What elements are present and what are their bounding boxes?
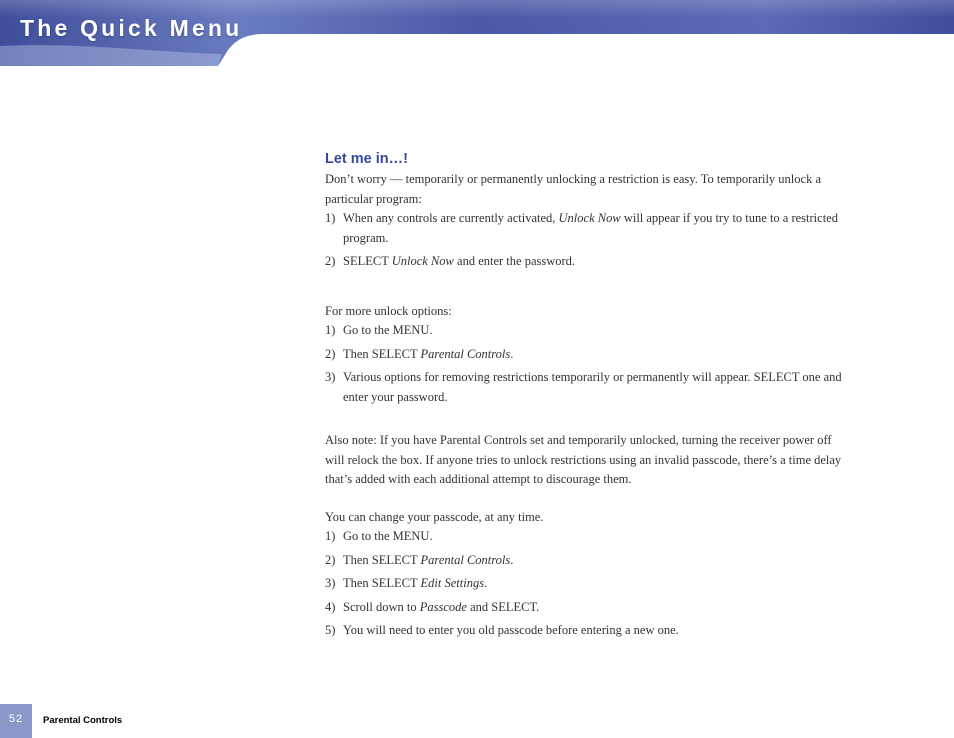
step-text: Then SELECT	[343, 552, 421, 567]
step-number: 3)	[325, 576, 336, 590]
step-emphasis: Unlock Now	[558, 211, 621, 225]
step-number: 1)	[325, 529, 336, 543]
step-text-end: and SELECT.	[466, 599, 540, 614]
list-item	[325, 527, 850, 547]
list-item	[325, 252, 850, 272]
section-heading: Let me in…!	[325, 151, 408, 167]
step-text-end: .	[510, 552, 514, 567]
step-text: Go to the MENU.	[343, 323, 433, 337]
more-options-intro: For more unlock options:	[325, 303, 452, 318]
step-number: 2)	[325, 254, 336, 268]
step-text-end: will appear if you try to tune to a restricted program.	[343, 211, 838, 245]
step-text: Go to the MENU.	[343, 529, 433, 543]
step-text-end: and enter the password.	[453, 254, 576, 268]
step-text-end: .	[510, 346, 514, 361]
step-emphasis: Unlock Now	[391, 254, 454, 268]
page-number: 52	[8, 713, 24, 725]
list-item	[325, 574, 850, 594]
header-banner	[0, 0, 954, 66]
passcode-intro: You can change your passcode, at any time.	[325, 509, 544, 524]
step-text: You will need to enter you old passcode before entering a new one.	[343, 623, 679, 637]
footer-section-name: Parental Controls	[43, 715, 123, 726]
step-number: 5)	[325, 623, 336, 637]
unlock-steps-list	[325, 209, 850, 272]
step-text: SELECT	[343, 254, 392, 268]
step-text: When any controls are currently activated,	[343, 211, 559, 225]
step-number: 4)	[325, 599, 336, 614]
more-options-steps-list	[325, 321, 850, 407]
list-item	[325, 551, 850, 571]
list-item	[325, 368, 850, 407]
step-emphasis: Parental Controls	[420, 552, 511, 567]
step-text: Then SELECT	[343, 346, 421, 361]
step-text: Then SELECT	[343, 576, 421, 590]
intro-paragraph: Don’t worry — temporarily or permanently unlocking a restriction is easy. To temporarily unlock a particular program:	[325, 172, 821, 206]
main-content	[325, 150, 850, 645]
step-text: Scroll down to	[343, 599, 420, 614]
list-item	[325, 345, 850, 365]
step-text: Various options for removing restrictions temporarily or permanently will appear. SELECT one and enter your password.	[343, 370, 842, 404]
list-item	[325, 321, 850, 341]
step-text-end: .	[484, 576, 488, 590]
list-item	[325, 209, 850, 248]
step-number: 2)	[325, 552, 336, 567]
step-number: 1)	[325, 211, 336, 225]
page-header-title: The Quick Menu	[20, 15, 243, 41]
step-number: 2)	[325, 346, 336, 361]
step-emphasis: Parental Controls	[420, 346, 511, 361]
step-number: 3)	[325, 370, 336, 384]
note-paragraph: Also note: If you have Parental Controls set and temporarily unlocked, turning the receiver power off will relock the box. If anyone tries to unlock restrictions using an invalid passcode, there’s a time delay that’s added with each additional attempt to discourage them.	[325, 433, 842, 486]
step-emphasis: Edit Settings	[420, 576, 485, 590]
list-item	[325, 621, 850, 641]
list-item	[325, 598, 850, 618]
passcode-steps-list	[325, 527, 850, 641]
step-emphasis: Passcode	[419, 599, 467, 614]
step-number: 1)	[325, 323, 336, 337]
